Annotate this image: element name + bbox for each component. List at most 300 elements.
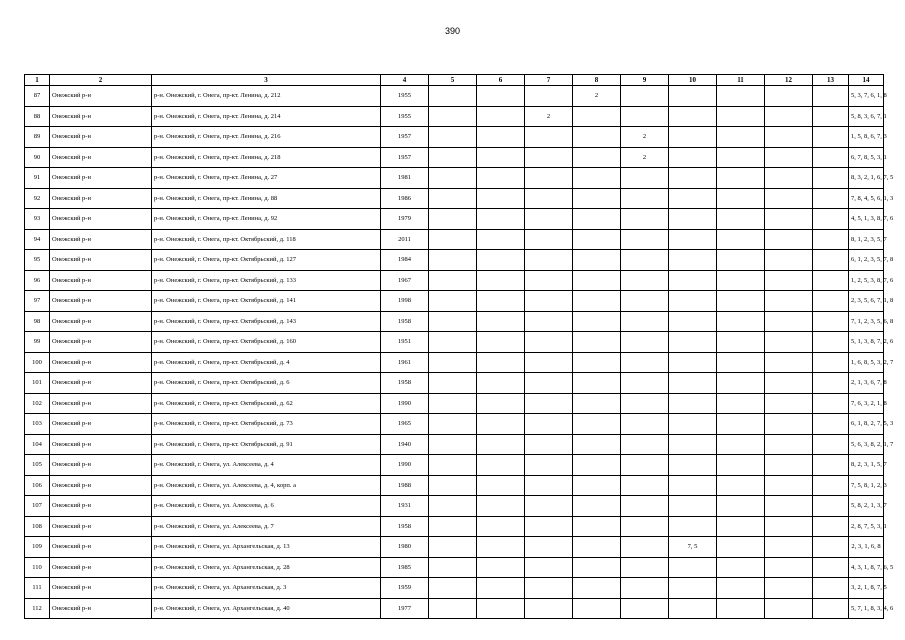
value-cell xyxy=(621,578,669,599)
value-cell xyxy=(813,209,849,230)
year-cell: 1959 xyxy=(381,578,429,599)
value-cell xyxy=(813,106,849,127)
sequence-cell: 1, 5, 8, 6, 7, 3 xyxy=(849,127,884,148)
year-cell: 1965 xyxy=(381,414,429,435)
row-number: 97 xyxy=(25,291,50,312)
value-cell xyxy=(525,147,573,168)
row-number: 110 xyxy=(25,557,50,578)
address-cell: р-н. Онежский, г. Онега, пр-кт. Октябрьский, д. 143 xyxy=(152,311,381,332)
value-cell xyxy=(717,557,765,578)
table-body xyxy=(25,86,894,619)
value-cell xyxy=(477,86,525,107)
district-cell: Онежский р-н xyxy=(50,229,152,250)
housing-register-table xyxy=(24,74,894,619)
value-cell: 2 xyxy=(573,86,621,107)
value-cell xyxy=(525,352,573,373)
sequence-cell: 7, 8, 4, 5, 6, 1, 3 xyxy=(849,188,884,209)
address-cell: р-н. Онежский, г. Онега, ул. Архангельская, д. 13 xyxy=(152,537,381,558)
value-cell xyxy=(429,229,477,250)
value-cell xyxy=(813,311,849,332)
row-number: 90 xyxy=(25,147,50,168)
year-cell: 1988 xyxy=(381,475,429,496)
value-cell xyxy=(765,516,813,537)
year-cell: 1961 xyxy=(381,352,429,373)
value-cell xyxy=(525,393,573,414)
sequence-cell: 5, 1, 3, 8, 7, 2, 6 xyxy=(849,332,884,353)
sequence-cell: 3, 2, 1, 8, 7, 5 xyxy=(849,578,884,599)
value-cell xyxy=(621,332,669,353)
value-cell xyxy=(717,127,765,148)
value-cell xyxy=(429,373,477,394)
value-cell xyxy=(765,291,813,312)
value-cell xyxy=(669,496,717,517)
column-header: 10 xyxy=(669,75,717,86)
address-cell: р-н. Онежский, г. Онега, пр-кт. Ленина, д. 216 xyxy=(152,127,381,148)
value-cell xyxy=(429,557,477,578)
value-cell xyxy=(621,516,669,537)
value-cell xyxy=(429,86,477,107)
value-cell xyxy=(765,250,813,271)
value-cell xyxy=(621,209,669,230)
value-cell xyxy=(765,455,813,476)
row-number: 103 xyxy=(25,414,50,435)
value-cell xyxy=(765,578,813,599)
value-cell xyxy=(525,434,573,455)
year-cell: 1958 xyxy=(381,373,429,394)
district-cell: Онежский р-н xyxy=(50,209,152,230)
value-cell xyxy=(477,598,525,619)
value-cell xyxy=(525,414,573,435)
value-cell xyxy=(765,188,813,209)
value-cell xyxy=(669,250,717,271)
address-cell: р-н. Онежский, г. Онега, пр-кт. Октябрьский, д. 4 xyxy=(152,352,381,373)
sequence-cell: 5, 6, 3, 8, 2, 1, 7 xyxy=(849,434,884,455)
district-cell: Онежский р-н xyxy=(50,475,152,496)
district-cell: Онежский р-н xyxy=(50,352,152,373)
value-cell xyxy=(573,352,621,373)
value-cell xyxy=(525,537,573,558)
table-row xyxy=(25,209,884,230)
address-cell: р-н. Онежский, г. Онега, пр-кт. Ленина, д. 88 xyxy=(152,188,381,209)
table-row xyxy=(25,598,884,619)
value-cell xyxy=(429,393,477,414)
value-cell: 7, 5 xyxy=(669,537,717,558)
value-cell xyxy=(429,434,477,455)
value-cell xyxy=(621,537,669,558)
value-cell xyxy=(477,557,525,578)
table-row xyxy=(25,291,884,312)
value-cell xyxy=(573,475,621,496)
row-number: 98 xyxy=(25,311,50,332)
row-number: 105 xyxy=(25,455,50,476)
district-cell: Онежский р-н xyxy=(50,127,152,148)
address-cell: р-н. Онежский, г. Онега, ул. Архангельская, д. 28 xyxy=(152,557,381,578)
value-cell xyxy=(717,168,765,189)
value-cell xyxy=(717,414,765,435)
value-cell xyxy=(621,291,669,312)
row-number: 111 xyxy=(25,578,50,599)
year-cell: 1957 xyxy=(381,147,429,168)
row-number: 94 xyxy=(25,229,50,250)
value-cell xyxy=(573,311,621,332)
column-header: 2 xyxy=(50,75,152,86)
value-cell xyxy=(813,86,849,107)
address-cell: р-н. Онежский, г. Онега, ул. Алексеева, д. 4 xyxy=(152,455,381,476)
table-row xyxy=(25,496,884,517)
table-row xyxy=(25,332,884,353)
district-cell: Онежский р-н xyxy=(50,598,152,619)
year-cell: 2011 xyxy=(381,229,429,250)
address-cell: р-н. Онежский, г. Онега, пр-кт. Октябрьский, д. 73 xyxy=(152,414,381,435)
table-row xyxy=(25,106,884,127)
sequence-cell: 4, 5, 1, 3, 8, 7, 6 xyxy=(849,209,884,230)
column-header: 7 xyxy=(525,75,573,86)
value-cell xyxy=(573,127,621,148)
row-number: 107 xyxy=(25,496,50,517)
value-cell xyxy=(477,537,525,558)
district-cell: Онежский р-н xyxy=(50,373,152,394)
column-header: 1 xyxy=(25,75,50,86)
value-cell xyxy=(429,537,477,558)
value-cell xyxy=(669,578,717,599)
value-cell xyxy=(525,475,573,496)
value-cell xyxy=(669,352,717,373)
value-cell xyxy=(669,188,717,209)
value-cell xyxy=(765,127,813,148)
value-cell xyxy=(669,291,717,312)
value-cell xyxy=(765,106,813,127)
year-cell: 1940 xyxy=(381,434,429,455)
table-row xyxy=(25,311,884,332)
value-cell xyxy=(429,270,477,291)
value-cell xyxy=(765,311,813,332)
value-cell xyxy=(669,209,717,230)
table-row xyxy=(25,86,884,107)
value-cell xyxy=(717,250,765,271)
value-cell xyxy=(525,188,573,209)
column-header: 8 xyxy=(573,75,621,86)
value-cell xyxy=(621,250,669,271)
year-cell: 1977 xyxy=(381,598,429,619)
row-number: 106 xyxy=(25,475,50,496)
value-cell xyxy=(813,229,849,250)
district-cell: Онежский р-н xyxy=(50,291,152,312)
year-cell: 1984 xyxy=(381,250,429,271)
value-cell xyxy=(717,516,765,537)
value-cell xyxy=(429,414,477,435)
district-cell: Онежский р-н xyxy=(50,537,152,558)
value-cell xyxy=(765,373,813,394)
value-cell xyxy=(717,332,765,353)
value-cell xyxy=(525,373,573,394)
value-cell xyxy=(765,86,813,107)
row-number: 95 xyxy=(25,250,50,271)
table-row xyxy=(25,147,884,168)
sequence-cell: 6, 1, 2, 3, 5, 7, 8 xyxy=(849,250,884,271)
district-cell: Онежский р-н xyxy=(50,147,152,168)
value-cell xyxy=(765,537,813,558)
value-cell xyxy=(813,291,849,312)
value-cell xyxy=(669,229,717,250)
district-cell: Онежский р-н xyxy=(50,557,152,578)
table-row xyxy=(25,373,884,394)
value-cell xyxy=(669,86,717,107)
address-cell: р-н. Онежский, г. Онега, пр-кт. Ленина, д. 218 xyxy=(152,147,381,168)
value-cell xyxy=(477,229,525,250)
value-cell xyxy=(477,106,525,127)
value-cell xyxy=(573,578,621,599)
value-cell xyxy=(429,516,477,537)
value-cell xyxy=(813,188,849,209)
value-cell xyxy=(813,332,849,353)
sequence-cell: 7, 5, 8, 1, 2, 3 xyxy=(849,475,884,496)
value-cell xyxy=(573,393,621,414)
district-cell: Онежский р-н xyxy=(50,393,152,414)
table-row xyxy=(25,455,884,476)
value-cell xyxy=(621,475,669,496)
row-number: 91 xyxy=(25,168,50,189)
table-row xyxy=(25,537,884,558)
address-cell: р-н. Онежский, г. Онега, ул. Алексеева, д. 6 xyxy=(152,496,381,517)
value-cell xyxy=(813,455,849,476)
value-cell xyxy=(669,168,717,189)
value-cell xyxy=(573,496,621,517)
value-cell xyxy=(525,496,573,517)
value-cell xyxy=(621,270,669,291)
value-cell xyxy=(429,496,477,517)
year-cell: 1951 xyxy=(381,332,429,353)
sequence-cell: 2, 3, 5, 6, 7, 1, 8 xyxy=(849,291,884,312)
row-number: 93 xyxy=(25,209,50,230)
value-cell xyxy=(717,188,765,209)
value-cell xyxy=(573,188,621,209)
value-cell xyxy=(525,557,573,578)
value-cell xyxy=(573,250,621,271)
value-cell: 2 xyxy=(621,147,669,168)
value-cell xyxy=(621,168,669,189)
row-number: 102 xyxy=(25,393,50,414)
value-cell xyxy=(765,414,813,435)
year-cell: 1958 xyxy=(381,516,429,537)
value-cell xyxy=(765,475,813,496)
value-cell xyxy=(813,270,849,291)
year-cell: 1931 xyxy=(381,496,429,517)
column-header: 4 xyxy=(381,75,429,86)
table-row xyxy=(25,475,884,496)
value-cell xyxy=(477,188,525,209)
value-cell xyxy=(477,250,525,271)
table-row xyxy=(25,393,884,414)
value-cell xyxy=(525,270,573,291)
sequence-cell: 6, 1, 8, 2, 7, 5, 3 xyxy=(849,414,884,435)
value-cell: 2 xyxy=(525,106,573,127)
column-header: 11 xyxy=(717,75,765,86)
column-header: 3 xyxy=(152,75,381,86)
value-cell xyxy=(477,147,525,168)
value-cell xyxy=(717,147,765,168)
value-cell xyxy=(477,168,525,189)
value-cell xyxy=(621,414,669,435)
value-cell xyxy=(669,311,717,332)
sequence-cell: 8, 2, 3, 1, 5, 7 xyxy=(849,455,884,476)
district-cell: Онежский р-н xyxy=(50,455,152,476)
value-cell xyxy=(429,352,477,373)
value-cell xyxy=(669,373,717,394)
table-row xyxy=(25,229,884,250)
district-cell: Онежский р-н xyxy=(50,106,152,127)
district-cell: Онежский р-н xyxy=(50,86,152,107)
column-header: 9 xyxy=(621,75,669,86)
value-cell xyxy=(765,393,813,414)
value-cell xyxy=(525,311,573,332)
value-cell xyxy=(477,455,525,476)
value-cell xyxy=(573,332,621,353)
value-cell xyxy=(477,291,525,312)
value-cell xyxy=(573,414,621,435)
value-cell xyxy=(669,557,717,578)
value-cell xyxy=(813,393,849,414)
value-cell xyxy=(621,106,669,127)
value-cell xyxy=(621,434,669,455)
value-cell xyxy=(573,270,621,291)
value-cell xyxy=(573,291,621,312)
value-cell xyxy=(813,168,849,189)
value-cell xyxy=(525,291,573,312)
address-cell: р-н. Онежский, г. Онега, пр-кт. Октябрьский, д. 91 xyxy=(152,434,381,455)
value-cell xyxy=(669,598,717,619)
row-number: 104 xyxy=(25,434,50,455)
sequence-cell: 4, 3, 1, 8, 7, 6, 5 xyxy=(849,557,884,578)
column-header: 12 xyxy=(765,75,813,86)
address-cell: р-н. Онежский, г. Онега, пр-кт. Ленина, д. 214 xyxy=(152,106,381,127)
value-cell: 2 xyxy=(621,127,669,148)
value-cell xyxy=(813,250,849,271)
value-cell xyxy=(525,578,573,599)
address-cell: р-н. Онежский, г. Онега, пр-кт. Октябрьский, д. 141 xyxy=(152,291,381,312)
value-cell xyxy=(717,598,765,619)
value-cell xyxy=(525,332,573,353)
value-cell xyxy=(717,393,765,414)
sequence-cell: 5, 3, 7, 6, 1, 8 xyxy=(849,86,884,107)
value-cell xyxy=(525,168,573,189)
column-header: 14 xyxy=(849,75,884,86)
address-cell: р-н. Онежский, г. Онега, пр-кт. Октябрьский, д. 133 xyxy=(152,270,381,291)
value-cell xyxy=(573,455,621,476)
value-cell xyxy=(813,475,849,496)
value-cell xyxy=(765,496,813,517)
value-cell xyxy=(525,598,573,619)
value-cell xyxy=(429,209,477,230)
address-cell: р-н. Онежский, г. Онега, пр-кт. Ленина, д. 212 xyxy=(152,86,381,107)
year-cell: 1985 xyxy=(381,557,429,578)
value-cell xyxy=(717,455,765,476)
year-cell: 1958 xyxy=(381,311,429,332)
district-cell: Онежский р-н xyxy=(50,578,152,599)
column-header: 6 xyxy=(477,75,525,86)
address-cell: р-н. Онежский, г. Онега, пр-кт. Ленина, д. 92 xyxy=(152,209,381,230)
row-number: 92 xyxy=(25,188,50,209)
value-cell xyxy=(429,127,477,148)
value-cell xyxy=(813,434,849,455)
address-cell: р-н. Онежский, г. Онега, пр-кт. Октябрьский, д. 127 xyxy=(152,250,381,271)
value-cell xyxy=(813,414,849,435)
value-cell xyxy=(717,291,765,312)
value-cell xyxy=(717,270,765,291)
sequence-cell: 5, 8, 3, 6, 7, 1 xyxy=(849,106,884,127)
value-cell xyxy=(621,352,669,373)
sequence-cell: 7, 1, 2, 3, 5, 6, 8 xyxy=(849,311,884,332)
table-row xyxy=(25,414,884,435)
row-number: 87 xyxy=(25,86,50,107)
value-cell xyxy=(429,311,477,332)
year-cell: 1955 xyxy=(381,86,429,107)
value-cell xyxy=(717,209,765,230)
row-number: 112 xyxy=(25,598,50,619)
value-cell xyxy=(669,147,717,168)
value-cell xyxy=(429,147,477,168)
year-cell: 1980 xyxy=(381,537,429,558)
value-cell xyxy=(573,598,621,619)
value-cell xyxy=(813,373,849,394)
table-row xyxy=(25,516,884,537)
value-cell xyxy=(717,229,765,250)
value-cell xyxy=(429,598,477,619)
address-cell: р-н. Онежский, г. Онега, пр-кт. Октябрьский, д. 118 xyxy=(152,229,381,250)
year-cell: 1990 xyxy=(381,455,429,476)
year-cell: 1979 xyxy=(381,209,429,230)
year-cell: 1998 xyxy=(381,291,429,312)
row-number: 88 xyxy=(25,106,50,127)
value-cell xyxy=(525,209,573,230)
value-cell xyxy=(477,270,525,291)
district-cell: Онежский р-н xyxy=(50,250,152,271)
value-cell xyxy=(429,332,477,353)
value-cell xyxy=(525,516,573,537)
value-cell xyxy=(477,209,525,230)
value-cell xyxy=(621,229,669,250)
district-cell: Онежский р-н xyxy=(50,311,152,332)
value-cell xyxy=(477,332,525,353)
value-cell xyxy=(621,557,669,578)
sequence-cell: 2, 3, 1, 6, 8 xyxy=(849,537,884,558)
value-cell xyxy=(573,537,621,558)
address-cell: р-н. Онежский, г. Онега, пр-кт. Октябрьский, д. 6 xyxy=(152,373,381,394)
row-number: 108 xyxy=(25,516,50,537)
value-cell xyxy=(765,557,813,578)
value-cell xyxy=(813,127,849,148)
value-cell xyxy=(813,496,849,517)
value-cell xyxy=(765,168,813,189)
sequence-cell: 1, 2, 5, 3, 8, 7, 6 xyxy=(849,270,884,291)
value-cell xyxy=(573,516,621,537)
district-cell: Онежский р-н xyxy=(50,270,152,291)
value-cell xyxy=(669,270,717,291)
value-cell xyxy=(669,455,717,476)
value-cell xyxy=(765,332,813,353)
value-cell xyxy=(813,537,849,558)
year-cell: 1955 xyxy=(381,106,429,127)
value-cell xyxy=(525,86,573,107)
table-row xyxy=(25,434,884,455)
row-number: 99 xyxy=(25,332,50,353)
value-cell xyxy=(717,496,765,517)
value-cell xyxy=(573,209,621,230)
value-cell xyxy=(573,373,621,394)
value-cell xyxy=(717,537,765,558)
value-cell xyxy=(621,373,669,394)
row-number: 109 xyxy=(25,537,50,558)
address-cell: р-н. Онежский, г. Онега, пр-кт. Октябрьский, д. 160 xyxy=(152,332,381,353)
